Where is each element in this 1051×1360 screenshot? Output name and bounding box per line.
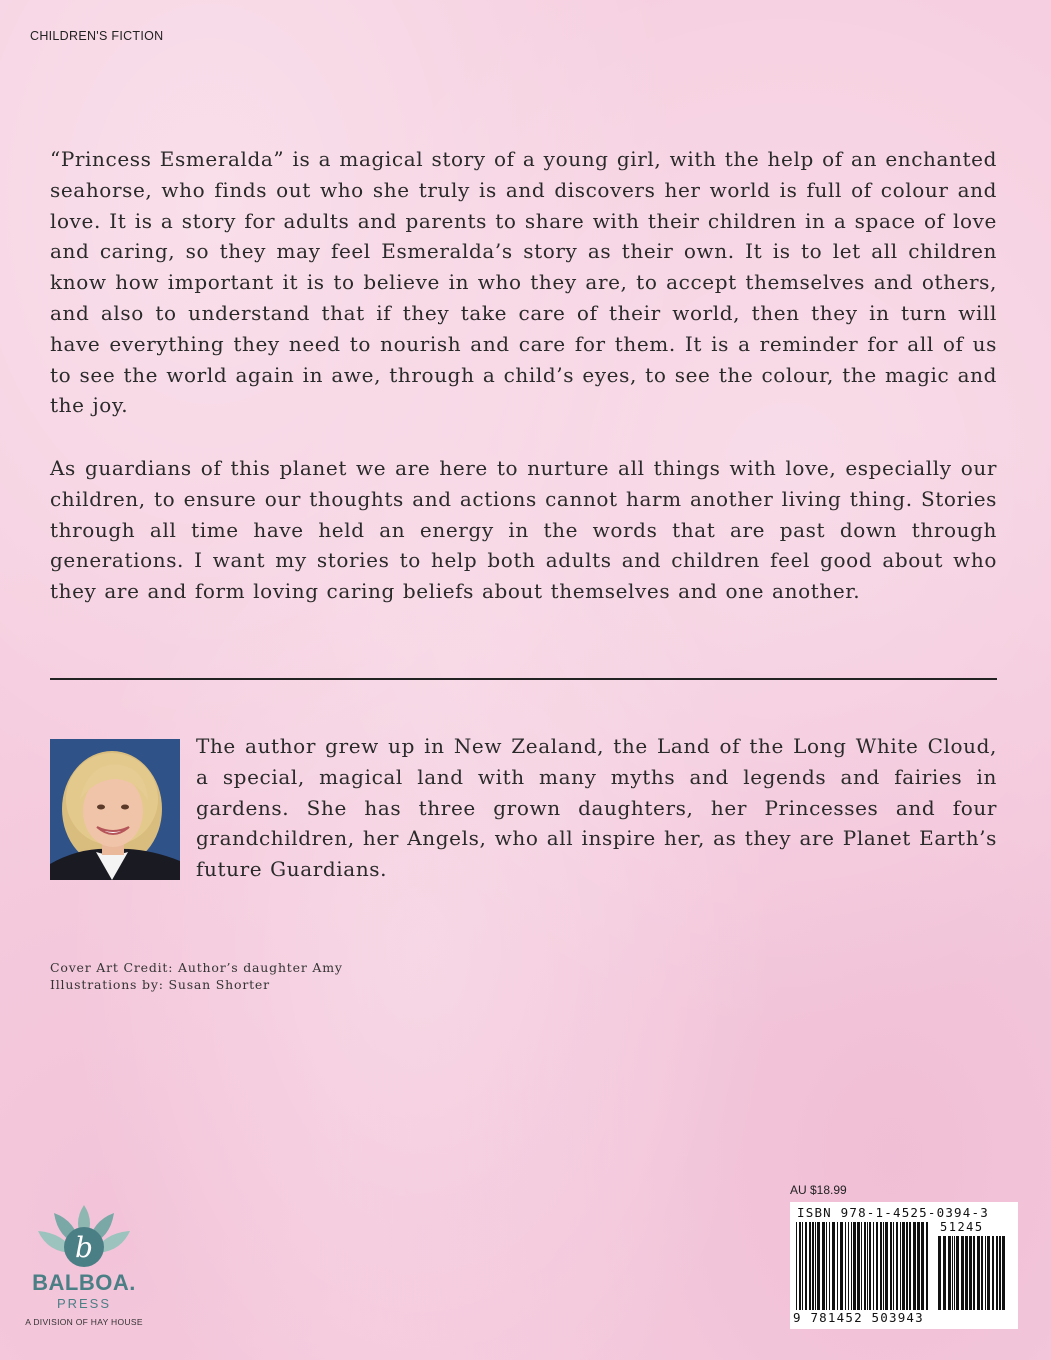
barcode-bar — [926, 1222, 928, 1310]
barcode-bar — [883, 1222, 884, 1310]
barcode-bar — [822, 1222, 825, 1310]
barcode-bar — [867, 1222, 868, 1310]
barcode-bar — [815, 1222, 816, 1310]
publisher-name: BALBOA. — [32, 1270, 136, 1295]
barcode-bar — [956, 1236, 959, 1310]
barcode-bar — [826, 1222, 827, 1310]
divider-line — [50, 678, 997, 680]
barcode-bar — [948, 1236, 951, 1310]
illustrations-credit: Illustrations by: Susan Shorter — [50, 977, 270, 992]
isbn-barcode — [790, 1202, 1018, 1329]
barcode-bar — [864, 1222, 866, 1310]
barcode-bar — [985, 1236, 986, 1310]
genre-label: CHILDREN'S FICTION — [30, 29, 164, 43]
barcode-bar — [805, 1222, 807, 1310]
barcode-bar — [853, 1222, 856, 1310]
barcode-bar — [876, 1222, 878, 1310]
barcode-bar — [954, 1236, 955, 1310]
barcode-bar — [796, 1222, 797, 1310]
barcode-bar — [817, 1222, 820, 1310]
barcode-bar — [965, 1236, 968, 1310]
barcode-bar — [1002, 1236, 1005, 1310]
barcode-bar — [869, 1222, 871, 1310]
addon-barcode-bars — [938, 1236, 1008, 1310]
barcode-bar — [857, 1222, 860, 1310]
blurb-paragraph-2: As guardians of this planet we are here to nurture all things with love, especially our children, to ensure our thoughts and actions cannot harm another living thing. Stories through all time have held an energy in the words that are past down through generations. I want my stories to help both adults and children feel good about who they are and form loving caring beliefs about themselves and one another. — [50, 456, 997, 604]
barcode-bar — [969, 1236, 972, 1310]
barcode-bar — [802, 1222, 803, 1310]
barcode-bar — [977, 1236, 980, 1310]
barcode-bar — [921, 1222, 924, 1310]
barcode-bar — [880, 1222, 882, 1310]
barcode-bar — [809, 1222, 811, 1310]
barcode-bar — [987, 1236, 990, 1310]
barcode-bar — [851, 1222, 852, 1310]
barcode-bar — [992, 1236, 994, 1310]
barcode-bar — [848, 1222, 849, 1310]
ean-barcode-bars — [796, 1222, 930, 1310]
barcode-bar — [906, 1222, 908, 1310]
barcode-bar — [973, 1236, 975, 1310]
barcode-bar — [999, 1236, 1001, 1310]
barcode-bar — [840, 1222, 843, 1310]
ean-number: 9 781452 503943 — [793, 1310, 924, 1325]
barcode-bar — [943, 1236, 946, 1310]
logo-letter: b — [75, 1231, 93, 1264]
barcode-bar — [909, 1222, 911, 1310]
barcode-bar — [829, 1222, 830, 1310]
barcode-bar — [900, 1222, 901, 1310]
barcode-bar — [799, 1222, 801, 1310]
publisher-division: A DIVISION OF HAY HOUSE — [25, 1317, 143, 1327]
barcode-bar — [873, 1222, 874, 1310]
barcode-bar — [917, 1222, 920, 1310]
barcode-bar — [893, 1222, 894, 1310]
publisher-logo — [24, 1203, 144, 1333]
barcode-bar — [837, 1222, 838, 1310]
author-portrait-icon — [50, 739, 180, 880]
barcode-bar — [913, 1222, 916, 1310]
barcode-bar — [861, 1222, 862, 1310]
author-photo — [50, 739, 180, 880]
barcode-bar — [885, 1222, 888, 1310]
publisher-imprint: PRESS — [56, 1296, 112, 1311]
barcode-addon-number: 51245 — [940, 1220, 984, 1234]
barcode-bar — [890, 1222, 892, 1310]
lotus-logo-icon — [24, 1203, 144, 1269]
price-label: AU $18.99 — [790, 1183, 847, 1197]
cover-art-credit: Cover Art Credit: Author’s daughter Amy — [50, 960, 343, 975]
barcode-bar — [832, 1222, 835, 1310]
author-bio: The author grew up in New Zealand, the Land of the Long White Cloud, a special, magical land with many myths and legends and fairies in gardens. She has three grown daughters, her Princesses and four grandchildren, her Angels, who all inspire her, as they are Planet Earth’s future Guardians. — [196, 734, 997, 882]
barcode-bar — [938, 1236, 941, 1310]
barcode-bar — [961, 1236, 964, 1310]
barcode-bar — [896, 1222, 898, 1310]
barcode-bar — [902, 1222, 905, 1310]
barcode-bar — [812, 1222, 814, 1310]
barcode-bar — [952, 1236, 953, 1310]
barcode-bar — [845, 1222, 846, 1310]
blurb-paragraph-1: “Princess Esmeralda” is a magical story of a young girl, with the help of an enchanted seahorse, who finds out who she truly is and discovers her world is full of colour and love. It is a story for adults and parents to share with their children in a space of love and caring, so they may feel Esmeralda’s story as their own. It is to let all children know how important it is to believe in who they are, to accept themselves and others, and also to understand that if they take care of their world, then they in turn will have everything they need to nourish and care for them. It is a reminder for all of us to see the world again in awe, through a child’s eyes, to see the colour, the magic and the joy. — [50, 147, 997, 418]
barcode-bar — [981, 1236, 983, 1310]
barcode-bar — [996, 1236, 998, 1310]
isbn-number: ISBN 978-1-4525-0394-3 — [797, 1205, 989, 1220]
